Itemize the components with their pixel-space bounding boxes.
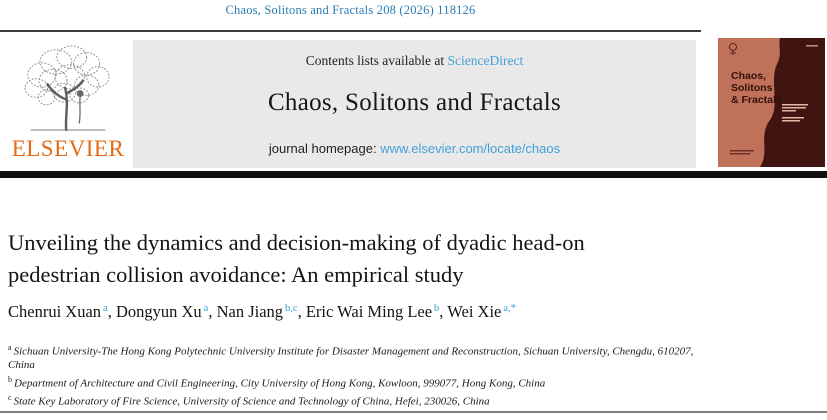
author <box>447 302 516 321</box>
journal-title: Chaos, Solitons and Fractals <box>267 89 562 116</box>
author-affiliation-sup[interactable]: a <box>103 302 108 314</box>
bottom-rule <box>0 411 827 413</box>
author <box>116 302 217 321</box>
journal-homepage-link[interactable]: www.elsevier.com/locate/chaos <box>380 141 561 156</box>
journal-citation: Chaos, Solitons and Fractals 208 (2026) 118126 <box>225 3 476 17</box>
affiliation-list <box>8 341 710 409</box>
author-name: Nan Jiang <box>216 302 284 321</box>
article-title-line2: pedestrian collision avoidance: An empirical study <box>8 262 464 287</box>
sciencedirect-link[interactable]: ScienceDirect <box>447 53 524 68</box>
contents-prefix: Contents lists available at <box>305 53 445 68</box>
author-name: Wei Xie <box>447 302 502 321</box>
affiliation-sup: b <box>8 374 12 384</box>
cover-title-2: Solitons <box>731 82 773 94</box>
journal-banner <box>133 40 696 168</box>
journal-cover-thumbnail <box>718 38 825 167</box>
author <box>217 302 306 321</box>
homepage-prefix: journal homepage: <box>268 141 377 156</box>
author-separator: , <box>297 302 306 321</box>
author-affiliation-sup[interactable]: a,* <box>503 302 516 314</box>
affiliation-sup: c <box>8 392 12 402</box>
author-affiliation-sup[interactable]: b <box>434 302 440 314</box>
elsevier-logo <box>6 40 130 168</box>
homepage-line <box>133 141 696 156</box>
author-list <box>8 302 798 322</box>
cover-title-3: & Fractals <box>731 94 782 106</box>
author-separator: , <box>439 302 448 321</box>
author-name: Eric Wai Ming Lee <box>305 302 433 321</box>
author-name: Chenrui Xuan <box>8 302 102 321</box>
cover-title-1: Chaos, <box>731 70 767 82</box>
elsevier-tree-icon <box>6 40 130 136</box>
author-affiliation-sup[interactable]: b,c <box>285 302 298 314</box>
author-separator: , <box>208 302 217 321</box>
affiliation <box>8 373 710 391</box>
affiliation-sup: a <box>8 343 12 352</box>
author <box>8 302 116 321</box>
author-name: Dongyun Xu <box>115 302 202 321</box>
affiliation <box>8 391 710 409</box>
article-title-line1: Unveiling the dynamics and decision-making of dyadic head-on <box>8 230 585 255</box>
author-separator: , <box>107 302 116 321</box>
affiliation <box>8 341 710 373</box>
contents-line <box>133 53 696 69</box>
author <box>306 302 447 321</box>
article-title <box>8 227 768 291</box>
top-rule <box>0 30 701 32</box>
elsevier-wordmark: ELSEVIER <box>11 136 125 161</box>
header-divider <box>0 171 827 178</box>
author-affiliation-sup[interactable]: a <box>203 302 209 314</box>
affiliation-text: State Key Laboratory of Fire Science, University of Science and Technology of China, Hefei, 230026, China <box>13 395 490 408</box>
affiliation-text: Sichuan University-The Hong Kong Polytechnic University Institute for Disaster Management and Reconstruction, Sichuan University, Chengdu, 610207, China <box>8 345 694 372</box>
affiliation-text: Department of Architecture and Civil Engineering, City University of Hong Kong, Kowloon, 999077, Hong Kong, China <box>14 377 546 390</box>
